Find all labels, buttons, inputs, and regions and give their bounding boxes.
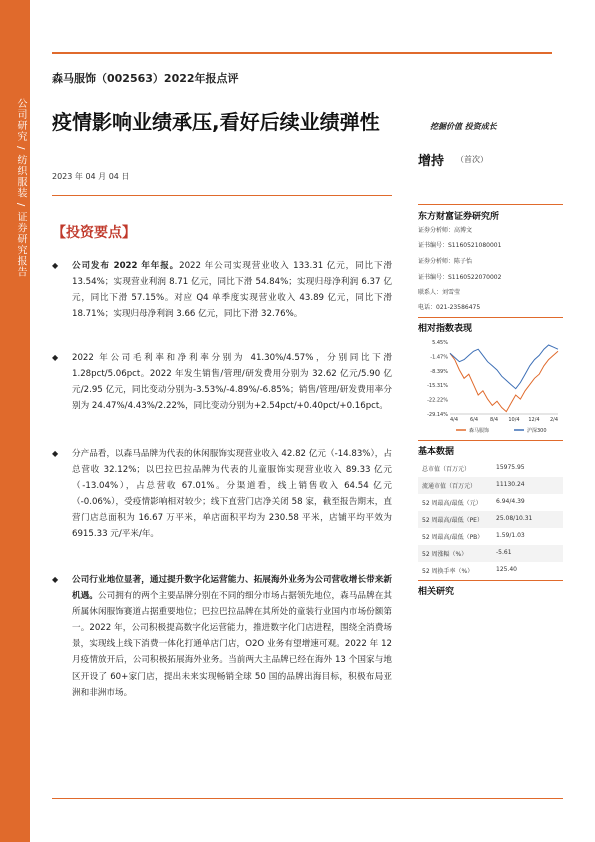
- x-tick-label: 8/4: [489, 417, 499, 423]
- row-key: 52 周涨幅（%）: [422, 551, 468, 558]
- row-value: -5.61: [496, 549, 512, 556]
- y-tick-label: -15.31%: [427, 383, 448, 390]
- x-tick-label: 10/4: [508, 417, 520, 423]
- series-line: [450, 351, 558, 411]
- y-tick-label: -8.39%: [430, 368, 448, 375]
- bullet-item: [52, 350, 392, 414]
- sidebar-band: [0, 0, 30, 842]
- row-key: 52 周最高/最低（PB）: [422, 534, 484, 541]
- bullet-diamond-icon: ◆: [52, 575, 59, 584]
- y-tick-label: 5.45%: [432, 340, 448, 346]
- row-key: 总市值（百万元）: [422, 466, 471, 473]
- basic-data-rule: [418, 440, 563, 441]
- bullet-text: 2022 年公司实现营业收入 133.31 亿元，同比下滑 13.54%；实现营业利润 8.71 亿元，同比下滑 54.84%；实现归母净利润 6.37 亿元，同比下滑 57.15%。对应 Q4 单季度实现营业收入 43.89 亿元，同比下滑 18.71%；实现归母净利润 3.66 亿元，同比下滑 32.76%。: [72, 261, 392, 320]
- row-value: 15975.95: [496, 464, 525, 471]
- institute-rule: [418, 204, 563, 205]
- rating: 增持: [418, 154, 445, 169]
- page-title: 疫情影响业绩承压,看好后续业绩弹性: [52, 110, 380, 134]
- slogan: 挖掘价值 投资成长: [430, 122, 497, 131]
- x-tick-label: 2/4: [549, 417, 559, 423]
- analyst-line: 证券分析师：陈子怡: [418, 258, 473, 265]
- row-key: 52 周最高/最低（元）: [422, 500, 482, 507]
- bullet-item: [52, 258, 392, 322]
- analyst-line: 电话：021-23586475: [418, 304, 481, 311]
- basic-data-title: 基本数据: [418, 447, 455, 457]
- report-date: 2023 年 04 月 04 日: [52, 172, 130, 181]
- row-value: 11130.24: [496, 481, 525, 488]
- analyst-line: 证券分析师：高博文: [418, 227, 473, 234]
- x-tick-label: 6/4: [469, 417, 479, 423]
- chart-title: 相对指数表现: [418, 324, 473, 334]
- bullet-lead: 公司行业地位显著，通过提升数字化运营能力、拓展海外业务为公司营收增长带来新机遇。: [72, 575, 392, 602]
- bullet-lead: 公司发布 2022 年年报。: [72, 261, 180, 271]
- row-value: 25.08/10.31: [496, 515, 533, 522]
- analyst-line: 联系人：刘雪莹: [418, 289, 461, 296]
- related-title: 相关研究: [418, 587, 455, 597]
- footer-rule: [52, 798, 563, 799]
- y-tick-label: -1.47%: [430, 354, 448, 361]
- analyst-line: 证书编号：S1160521080001: [418, 242, 502, 249]
- legend-label: 沪深300: [527, 428, 547, 434]
- basic-data-row: [418, 477, 563, 494]
- bullet-item: [52, 572, 392, 701]
- legend-label: 森马服饰: [469, 428, 490, 434]
- y-tick-label: -22.22%: [427, 397, 448, 404]
- row-value: 6.94/4.39: [496, 498, 525, 505]
- institute-name: 东方财富证券研究所: [418, 212, 500, 222]
- basic-data-row: [418, 545, 563, 562]
- bullet-text: 分产品看，以森马品牌为代表的休闲服饰实现营业收入 42.82 亿元（-14.83%），占总营收 32.12%；以巴拉巴拉品牌为代表的儿童服饰实现营业收入 89.33 亿元（-13.04%），占总营收 67.01%。分渠道看，线上销售收入 64.54 亿元（-0.06%），受疫情影响相对较少；线下直营门店净关闭 58 家，截至报告期末，直营门店总面积为 16.67 万平米，单店面积平均为 230.58 平米，店铺平均平效为 6915.33 元/平米/年。: [72, 449, 392, 540]
- x-tick-label: 12/4: [528, 417, 540, 423]
- related-rule: [418, 580, 563, 581]
- bullet-diamond-icon: ◆: [52, 261, 59, 270]
- title-rule: [52, 195, 392, 196]
- report-subtitle: 森马服饰（002563）2022年报点评: [52, 72, 239, 85]
- x-tick-label: 4/4: [449, 417, 459, 423]
- analyst-line: 证书编号：S1160522070002: [418, 274, 502, 281]
- chart-rule: [418, 317, 563, 318]
- relative-index-chart: [418, 336, 563, 436]
- row-key: 52 周最高/最低（PE）: [422, 517, 483, 524]
- sidebar-category: 公司研究 / 纺织服装 / 证券研究报告: [15, 98, 26, 278]
- row-value: 1.59/1.03: [496, 532, 525, 539]
- section-title: 【投资要点】: [52, 225, 136, 241]
- y-tick-label: -29.14%: [427, 412, 448, 418]
- bullet-text: 公司拥有的两个主要品牌分别在不同的细分市场占据领先地位，森马品牌在其所属休闲服饰赛道占据重要地位；巴拉巴拉品牌在其所处的童装行业国内市场份额第一。2022 年，公司积极提高数字化运营能力，推进数字化门店进程，围绕全消费场景，实现线上线下消费一体化打通单店门店，O2O 业务有望增速可观。2022 年 12 月疫情放开后，公司积极拓展海外业务。当前两大主品牌已经在海外 13 个国家与地区开设了 60+家门店，提出未来实现畅销全球 50 国的品牌出海目标，积极布局亚洲和非洲市场。: [72, 591, 392, 698]
- bullet-diamond-icon: ◆: [52, 353, 59, 362]
- basic-data-row: [418, 460, 563, 477]
- header-rule: [52, 52, 552, 54]
- rating-note: （首次）: [456, 155, 488, 164]
- basic-data-row: [418, 528, 563, 545]
- bullet-diamond-icon: ◆: [52, 449, 59, 458]
- bullet-item: [52, 446, 392, 543]
- series-line: [450, 345, 558, 389]
- basic-data-row: [418, 562, 563, 579]
- basic-data-row: [418, 494, 563, 511]
- row-key: 流通市值（百万元）: [422, 483, 477, 490]
- basic-data-row: [418, 511, 563, 528]
- bullet-text: 2022 年公司毛利率和净利率分别为 41.30%/4.57%，分别同比下滑 1.28pct/5.06pct。2022 年发生销售/管理/研发费用分别为 32.62 亿元/5.90 亿元/2.95 亿元，同比变动分别为-3.53%/-4.89%/-6.85%；销售/管理/研发费用率分别为 24.47%/4.43%/2.22%，同比变动分别为+2.54pct/+0.40pct/+0.16pct。: [72, 353, 392, 412]
- row-key: 52 周换手率（%）: [422, 568, 474, 575]
- row-value: 125.40: [496, 566, 517, 573]
